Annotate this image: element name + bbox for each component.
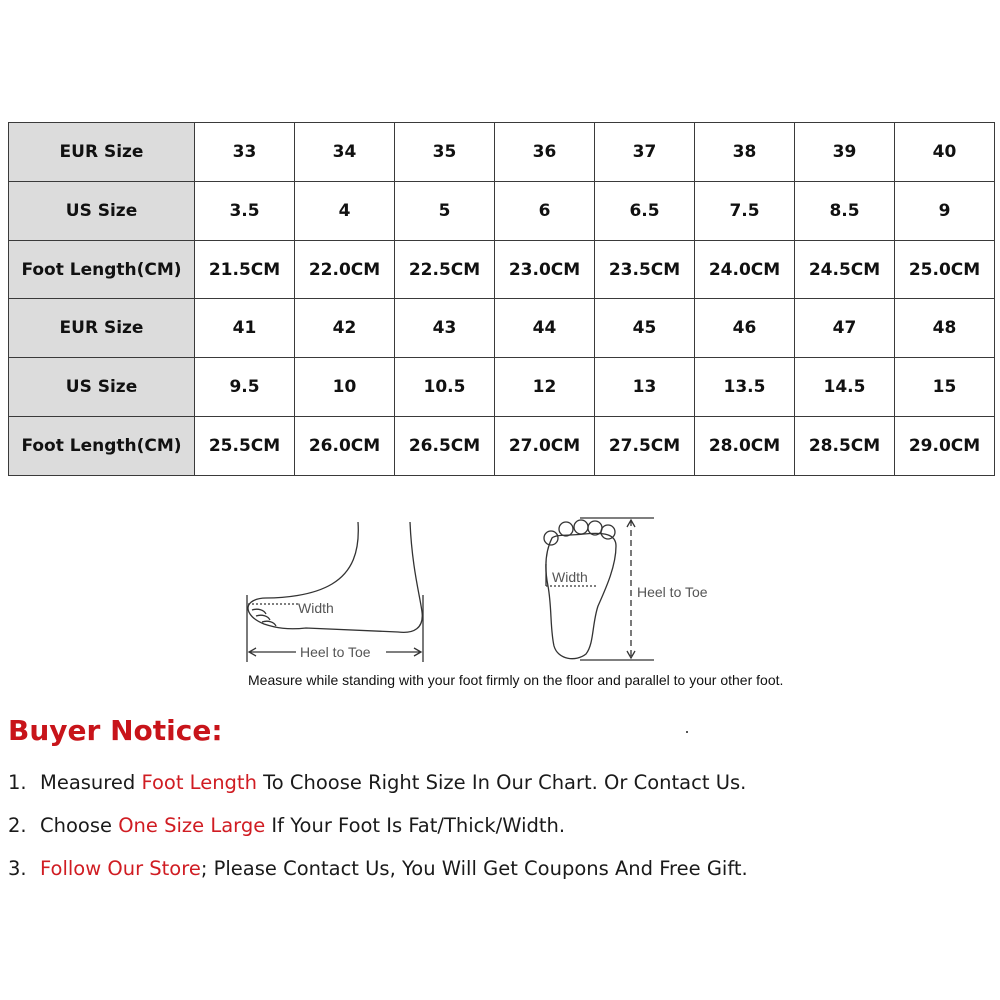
size-row — [9, 417, 995, 476]
row-header: Foot Length(CM) — [9, 417, 195, 476]
size-cell: 24.0CM — [695, 240, 795, 299]
size-cell: 22.0CM — [295, 240, 395, 299]
buyer-notice-list — [8, 770, 748, 899]
size-cell: 36 — [495, 123, 595, 182]
notice-item-highlight: One Size Large — [118, 814, 266, 837]
notice-item-text: To Choose Right Size In Our Chart. Or Contact Us. — [256, 771, 747, 794]
notice-item — [8, 856, 748, 899]
size-cell: 21.5CM — [195, 240, 295, 299]
notice-item-text: ; Please Contact Us, You Will Get Coupons And Free Gift. — [200, 857, 748, 880]
row-header: US Size — [9, 181, 195, 240]
notice-item-text: If Your Foot Is Fat/Thick/Width. — [265, 814, 566, 837]
notice-item-text: Measured — [40, 771, 142, 794]
toe-3 — [574, 520, 588, 534]
notice-item-text: Choose — [40, 814, 119, 837]
size-cell: 24.5CM — [795, 240, 895, 299]
size-row — [9, 358, 995, 417]
size-cell: 23.0CM — [495, 240, 595, 299]
sole-width-label: Width — [552, 569, 588, 585]
foot-measurement-diagram — [230, 510, 750, 670]
size-cell: 12 — [495, 358, 595, 417]
size-cell: 48 — [895, 299, 995, 358]
size-cell: 13.5 — [695, 358, 795, 417]
row-header: EUR Size — [9, 299, 195, 358]
size-cell: 44 — [495, 299, 595, 358]
size-cell: 15 — [895, 358, 995, 417]
notice-item-number: 3. — [8, 857, 27, 880]
size-cell: 9.5 — [195, 358, 295, 417]
stray-dot — [686, 731, 688, 733]
size-cell: 22.5CM — [395, 240, 495, 299]
size-cell: 28.0CM — [695, 417, 795, 476]
size-cell: 4 — [295, 181, 395, 240]
size-cell: 34 — [295, 123, 395, 182]
size-cell: 28.5CM — [795, 417, 895, 476]
size-cell: 26.5CM — [395, 417, 495, 476]
size-cell: 47 — [795, 299, 895, 358]
row-header: US Size — [9, 358, 195, 417]
size-cell: 37 — [595, 123, 695, 182]
side-length-label: Heel to Toe — [300, 644, 371, 660]
little-toe — [601, 525, 615, 539]
size-cell: 33 — [195, 123, 295, 182]
size-row — [9, 123, 995, 182]
size-cell: 35 — [395, 123, 495, 182]
row-header: EUR Size — [9, 123, 195, 182]
size-cell: 45 — [595, 299, 695, 358]
size-cell: 39 — [795, 123, 895, 182]
size-cell: 43 — [395, 299, 495, 358]
sole-length-label: Heel to Toe — [637, 584, 708, 600]
size-cell: 8.5 — [795, 181, 895, 240]
notice-item-number: 2. — [8, 814, 27, 837]
size-cell: 7.5 — [695, 181, 795, 240]
size-chart-body — [9, 123, 995, 476]
size-cell: 23.5CM — [595, 240, 695, 299]
size-cell: 25.0CM — [895, 240, 995, 299]
size-chart-table — [8, 122, 995, 476]
notice-item — [8, 770, 748, 813]
size-cell: 10 — [295, 358, 395, 417]
size-cell: 40 — [895, 123, 995, 182]
size-cell: 46 — [695, 299, 795, 358]
sole-outline — [546, 533, 616, 658]
size-cell: 38 — [695, 123, 795, 182]
size-cell: 27.5CM — [595, 417, 695, 476]
toe-2 — [559, 522, 573, 536]
measurement-caption: Measure while standing with your foot firmly on the floor and parallel to your other foot. — [248, 672, 784, 688]
size-cell: 5 — [395, 181, 495, 240]
size-cell: 14.5 — [795, 358, 895, 417]
size-row — [9, 181, 995, 240]
size-cell: 6.5 — [595, 181, 695, 240]
buyer-notice-title: Buyer Notice: — [8, 714, 223, 747]
notice-item-number: 1. — [8, 771, 27, 794]
side-width-label: Width — [298, 600, 334, 616]
size-cell: 6 — [495, 181, 595, 240]
size-cell: 13 — [595, 358, 695, 417]
big-toe — [544, 531, 558, 545]
size-cell: 41 — [195, 299, 295, 358]
size-row — [9, 240, 995, 299]
side-foot-illustration — [247, 522, 423, 662]
size-cell: 26.0CM — [295, 417, 395, 476]
size-cell: 25.5CM — [195, 417, 295, 476]
notice-item-highlight: Follow Our Store — [40, 857, 201, 880]
size-cell: 10.5 — [395, 358, 495, 417]
side-foot-outline — [248, 522, 422, 632]
notice-item-highlight: Foot Length — [141, 771, 257, 794]
row-header: Foot Length(CM) — [9, 240, 195, 299]
size-cell: 9 — [895, 181, 995, 240]
size-cell: 42 — [295, 299, 395, 358]
size-cell: 3.5 — [195, 181, 295, 240]
size-cell: 29.0CM — [895, 417, 995, 476]
notice-item — [8, 813, 748, 856]
size-row — [9, 299, 995, 358]
size-cell: 27.0CM — [495, 417, 595, 476]
